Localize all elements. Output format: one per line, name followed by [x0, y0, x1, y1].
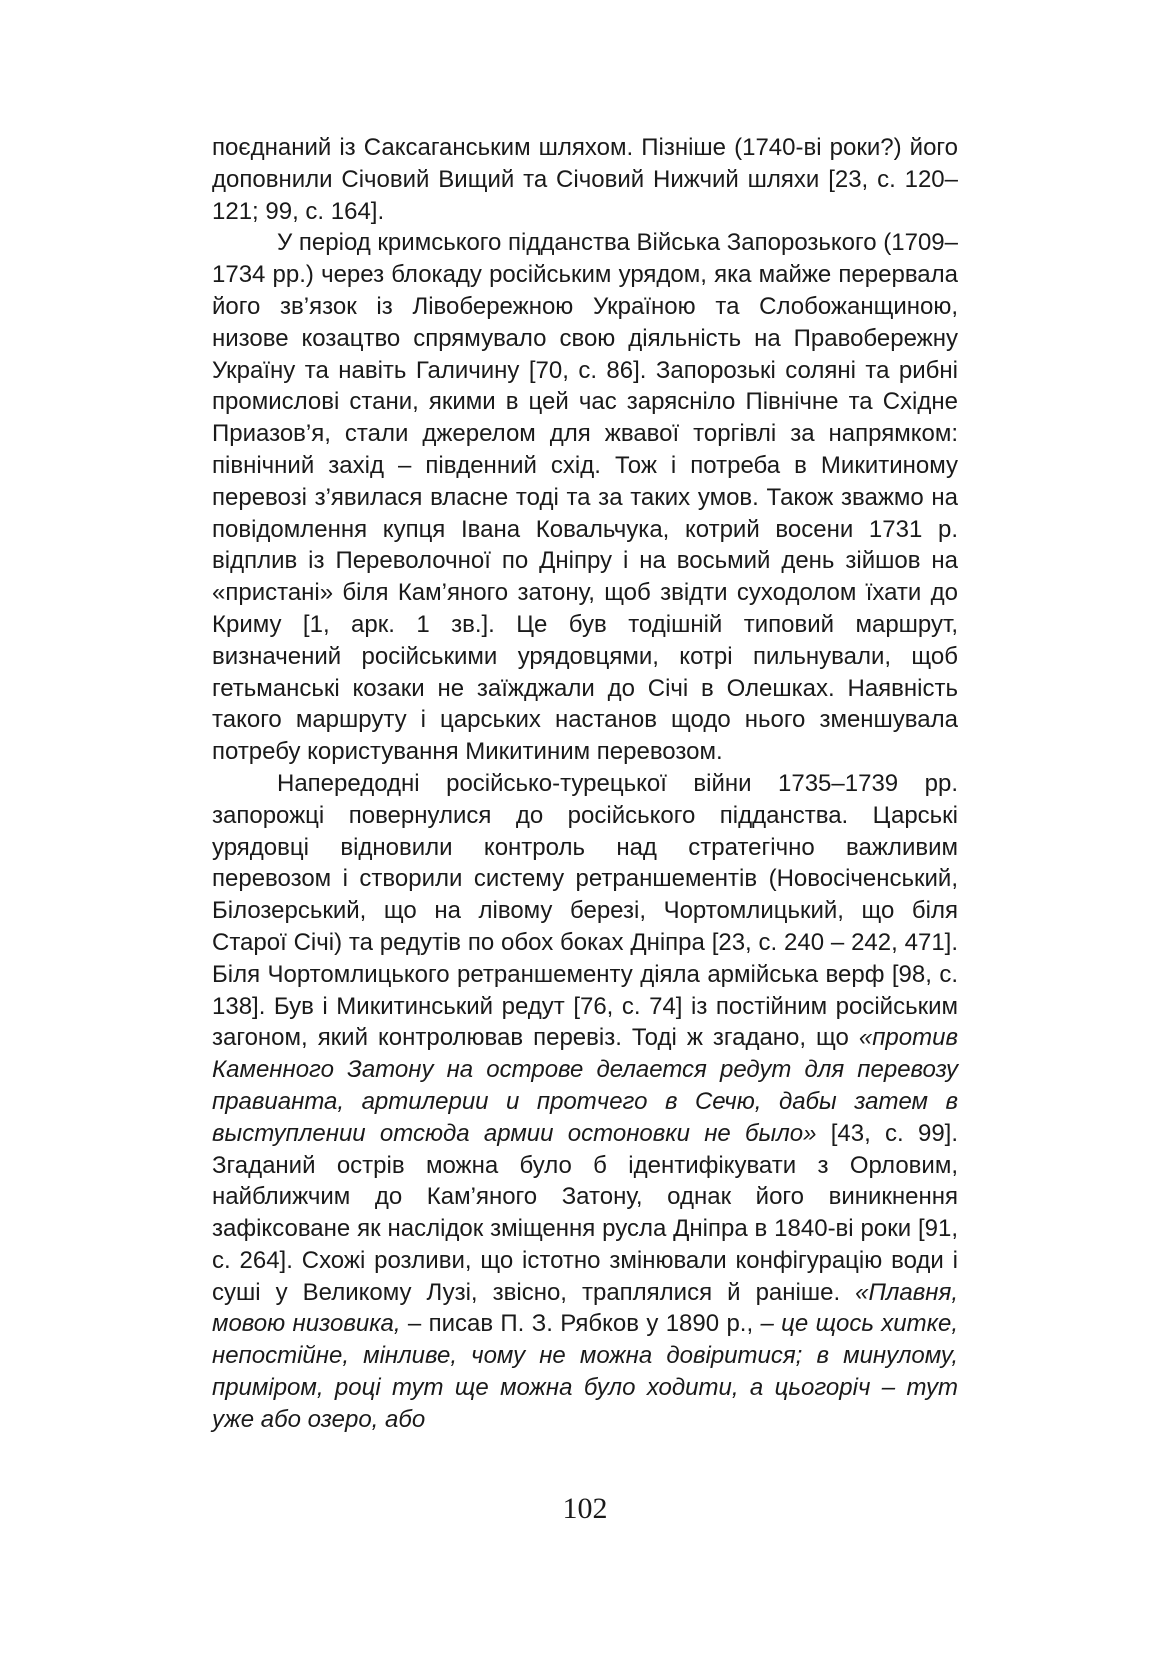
body-text	[212, 132, 958, 1436]
paragraph-1: поєднаний із Саксаганським шляхом. Пізніше (1740-ві роки?) його доповнили Січовий Вищий та Січовий Нижчий шляхи [23, с. 120–121; 99, с. 164].	[212, 134, 958, 225]
quote-archival: «против Каменного Затону на острове делается редут для перевозу правианта, артилерии и протчего в Сечю, дабы затем в выступлении отсюда армии остоновки не было»	[212, 1024, 958, 1147]
quote-plavnia-start: «Плавня, мовою низовика,	[212, 1278, 958, 1338]
paragraph-3	[212, 768, 958, 1436]
paragraph-3-text-middle: [43, с. 99]. Згаданий острів можна було б ідентифікувати з Орловим, найближчим до Кам’яного Затону, однак його виникнення зафіксоване як наслідок зміщення русла Дніпра в 1840-ві роки [91, с. 264]. Схожі розливи, що істотно змінювали конфігурацію води і суші у Великому Лузі, звісно, траплялися й раніше.	[212, 1119, 959, 1306]
page-number: 102	[562, 1492, 608, 1525]
paragraph-3-text-start: Напередодні російсько-турецької війни 1735–1739 рр. запорожці повернулися до російського підданства. Царські урядовці відновили контроль над стратегічно важливим перевозом і створили систему ретраншементів (Новосіченський, Білозерський, що на лівому березі, Чортомлицький, що біля Старої Січі) та редутів по обох боках Дніпра [23, с. 240 – 242, 471]. Біля Чортомлицького ретраншементу діяла армійська верф [98, с. 138]. Був і Микитинський редут [76, с. 74] із постійним російським загоном, який контролював перевіз. Тоді ж згадано, що	[212, 769, 958, 1052]
paragraph-2: У період кримського підданства Війська Запорозького (1709–1734 рр.) через блокаду російським урядом, яка майже перервала його зв’язок із Лівобережною Україною та Слобожанщиною, низове козацтво спрямувало свою діяльність на Правобережну Україну та навіть Галичину [70, с. 86]. Запорозькі соляні та рибні промислові стани, якими в цей час зарясніло Північне та Східне Приазов’я, стали джерелом для жвавої торгівлі за напрямком: північний захід – південний схід. Тож і потреба в Микитиному перевозі з’явилася власне тоді та за таких умов. Також зважмо на повідомлення купця Івана Ковальчука, котрий восени 1731 р. відплив із Переволочної по Дніпру і на восьмий день зійшов на «пристані» біля Кам’яного затону, щоб звідти суходолом їхати до Криму [1, арк. 1 зв.]. Це був тодішній типовий маршрут, визначений російськими урядовцями, котрі пильнували, щоб гетьманські козаки не заїжджали до Січі в Олешках. Наявність такого маршруту і царських настанов щодо нього зменшувала потребу користування Микитиним перевозом.	[212, 229, 958, 766]
quote-plavnia-end: – це щось хитке, непостійне, мінливе, чому не можна довіритися; в минулому, приміром, році тут ще можна було ходити, а цьогоріч – тут уже або озеро, або	[212, 1310, 958, 1433]
quote-attribution: – писав П. З. Рябков у 1890 р.,	[400, 1310, 761, 1338]
